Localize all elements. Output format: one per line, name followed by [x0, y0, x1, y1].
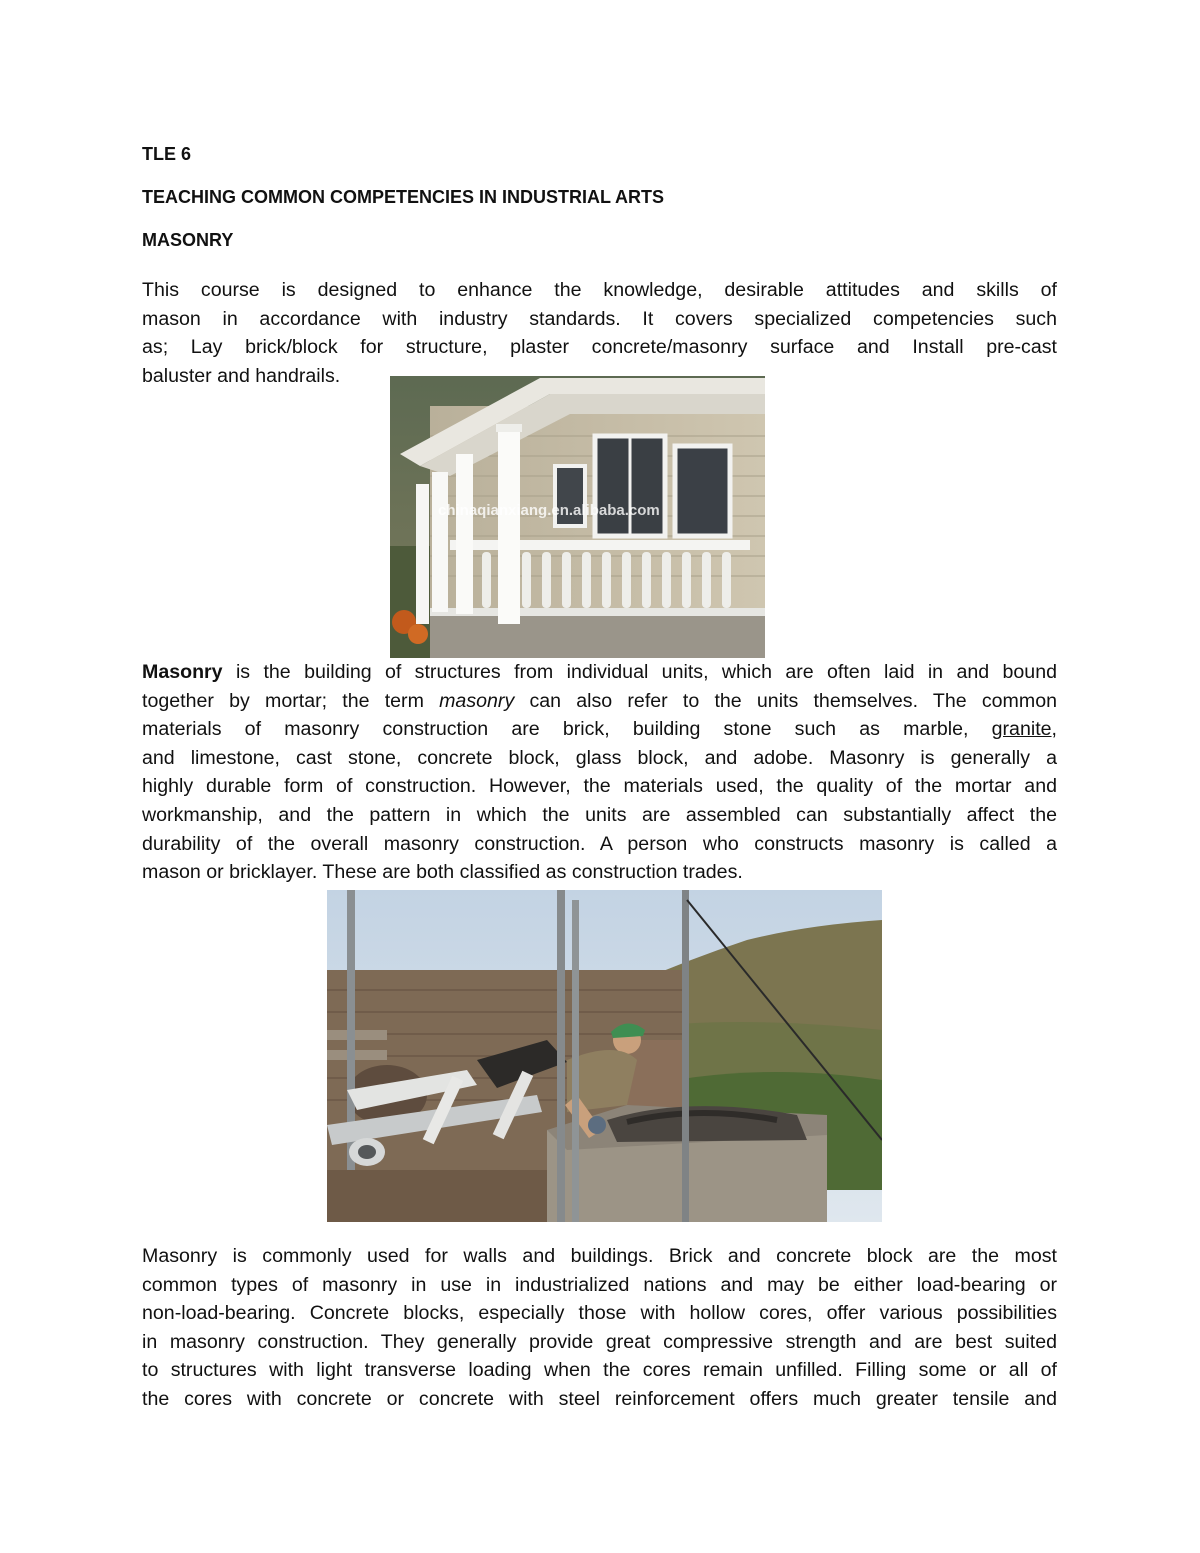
doc-title: TLE 6: [142, 144, 192, 164]
uses-line: Masonry is commonly used for walls and buildings. Brick and concrete block are the most: [142, 1245, 1057, 1267]
doc-subtitle: TEACHING COMMON COMPETENCIES IN INDUSTRIAL ARTS: [142, 187, 665, 207]
intro-line: This course is designed to enhance the knowledge, desirable attitudes and skills of: [142, 279, 1057, 301]
uses-line: non-load-bearing. Concrete blocks, especially those with hollow cores, offer various possibilities: [142, 1302, 1057, 1325]
definition-line: materials of masonry construction are brick, building stone such as marble, granite,: [142, 718, 1057, 741]
definition-line: highly durable form of construction. However, the materials used, the quality of the mortar and: [142, 775, 1057, 798]
granite-link[interactable]: granite: [991, 718, 1052, 741]
definition-line: Masonry is the building of structures from individual units, which are often laid in and bound: [142, 661, 1057, 683]
definition-line: durability of the overall masonry construction. A person who constructs masonry is called a: [142, 832, 1057, 855]
uses-line: to structures with light transverse loading when the cores remain unfilled. Filling some or all of: [142, 1359, 1057, 1382]
mason-at-work-photo: [327, 890, 882, 1222]
definition-line: together by mortar; the term masonry can also refer to the units themselves. The common: [142, 689, 1057, 712]
section-heading: MASONRY: [142, 230, 234, 250]
photo-watermark: chinaqianxiang.en.alibaba.com: [438, 502, 660, 519]
masonry-uses-paragraph: [142, 1242, 1057, 1414]
uses-line: common types of masonry in use in industrialized nations and may be either load-bearing or: [142, 1273, 1057, 1296]
intro-paragraph: [142, 276, 1057, 390]
masonry-term-italic: masonry: [439, 689, 515, 712]
masonry-definition-paragraph: [142, 658, 1057, 887]
uses-line: in masonry construction. They generally provide great compressive strength and are best suited: [142, 1330, 1057, 1353]
definition-line: mason or bricklayer. These are both classified as construction trades.: [142, 861, 743, 884]
intro-line: baluster and handrails.: [142, 364, 341, 387]
definition-line: workmanship, and the pattern in which the units are assembled can substantially affect the: [142, 803, 1057, 826]
intro-line: as; Lay brick/block for structure, plaster concrete/masonry surface and Install pre-cast: [142, 336, 1057, 359]
porch-baluster-photo: [390, 376, 765, 658]
uses-line: the cores with concrete or concrete with steel reinforcement offers much greater tensile and: [142, 1387, 1057, 1410]
intro-line: mason in accordance with industry standards. It covers specialized competencies such: [142, 307, 1057, 330]
definition-line: and limestone, cast stone, concrete block, glass block, and adobe. Masonry is generally a: [142, 746, 1057, 769]
masonry-term-bold: Masonry: [142, 661, 223, 683]
